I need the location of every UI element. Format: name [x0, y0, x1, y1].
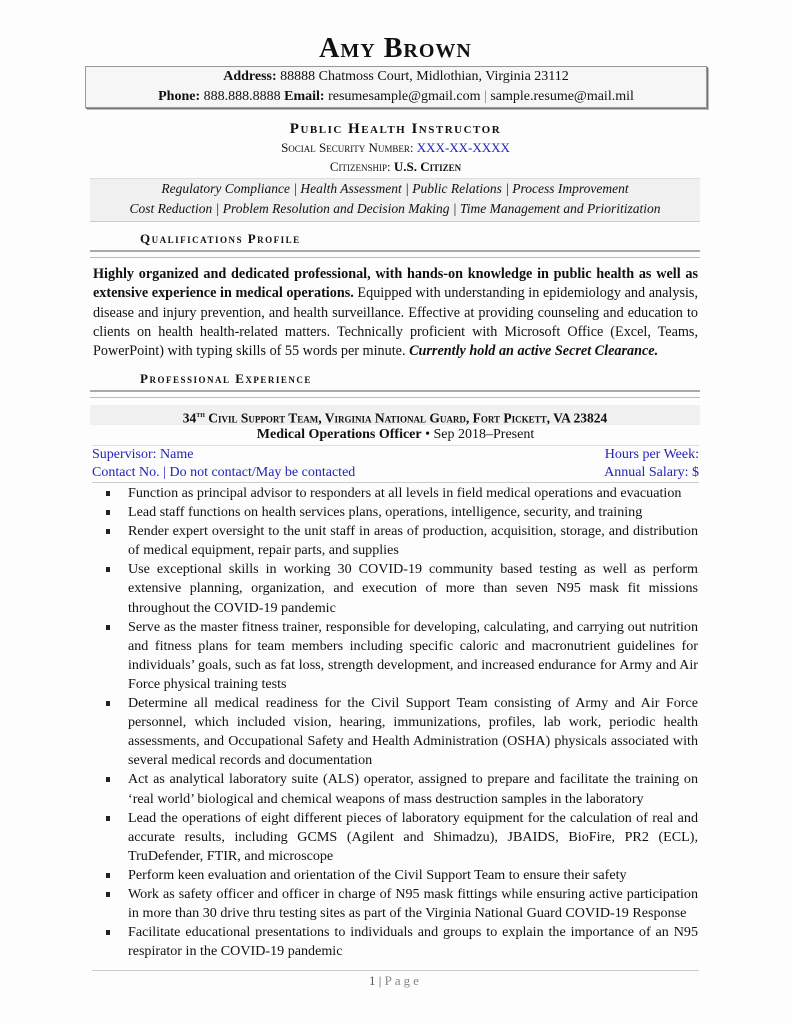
job-title: Public Health Instructor [289, 121, 502, 137]
email-label: Email: [284, 89, 325, 104]
qualifications-summary [93, 265, 698, 361]
section-heading-qualifications: Qualifications Profile [140, 231, 301, 246]
experience-bullets [104, 484, 698, 961]
citizenship-line [0, 157, 791, 176]
summary-body: Equipped with understanding in epidemiology and analysis, disease and injury prevention, and health surveillance. Effective at providing counseling and education to clients on health health-related matters. Technically proficient with Microsoft Office (Excel, Teams, PowerPoint) with typing skills of 55 words per minute. [93, 285, 698, 360]
bullet-item: Function as principal advisor to responders at all levels in field medical operations and evacuation [104, 484, 698, 503]
phone-email-line [86, 87, 706, 107]
position-line [0, 426, 791, 444]
contact-box [85, 66, 707, 108]
citizenship-label: Citizenship: [329, 159, 391, 174]
bullet-item: Perform keen evaluation and orientation of the Civil Support Team to ensure their safety [104, 866, 698, 885]
page-number: 1 [369, 973, 376, 988]
phone-label: Phone: [158, 89, 201, 104]
summary-clearance: Currently hold an active Secret Clearance. [409, 343, 659, 360]
phone-value: 888.888.8888 [203, 89, 281, 104]
ssn-line [0, 138, 791, 157]
supervisor-field: Supervisor: Name [92, 447, 194, 462]
salary-field: Annual Salary: $ [604, 465, 699, 480]
bullet-item: Render expert oversight to the unit staff in areas of production, acquisition, storage, and distribution of medical equipment, repair parts, and supplies [104, 522, 698, 560]
employer-line [90, 405, 700, 425]
bullet-item: Work as safety officer and officer in charge of N95 mask fittings while ensuring active participation in more than 30 drive thru testing sites as part of the Virginia National Guard COVID-19 Response [104, 885, 698, 923]
summary-bold-lead: Highly organized and dedicated professional, with hands-on knowledge in public health as well as extensive experience in medical operations. [93, 266, 698, 302]
bullet-item: Use exceptional skills in working 30 COVID-19 community based testing as well as perform extensive planning, organization, and execution of more than seven N95 mask fit missions throughout the COVID-19 pandemic [104, 560, 698, 617]
bullet-item: Determine all medical readiness for the Civil Support Team consisting of Army and Air Force personnel, which included vision, hearing, immunizations, profiles, lab work, periodic health assessments, and Occupational Safety and Health Administration (OSHA) physicals associated with several medical records and documentation [104, 694, 698, 770]
ssn-label: Social Security Number: [281, 140, 414, 155]
citizenship-value: U.S. Citizen [393, 159, 462, 174]
bullet-item: Facilitate educational presentations to individuals and groups to explain the importance of an N95 respirator in the COVID-19 pandemic [104, 923, 698, 961]
title-block [0, 120, 791, 176]
meta-row-2 [92, 464, 699, 482]
bullet-item: Lead the operations of eight different pieces of laboratory equipment for the calculation of real and accurate results, including GCMS (Agilent and Shimadzu), JBAIDS, BioFire, PR2 (ECL), TruDefender, FTIR, and microscope [104, 809, 698, 866]
bullet-item: Lead staff functions on health services plans, operations, intelligence, security, and training [104, 503, 698, 522]
employer-name: Civil Support Team, Virginia National Guard, Fort Pickett, VA 23824 [204, 410, 608, 426]
page-label: Page [384, 973, 422, 988]
position-dates: • Sep 2018–Present [421, 427, 535, 442]
page-separator: | [375, 973, 385, 988]
position-title: Medical Operations Officer [256, 427, 422, 442]
hours-field: Hours per Week: [604, 447, 699, 462]
email-primary[interactable]: resumesample@gmail.com [328, 89, 481, 104]
meta-row-1 [92, 446, 699, 464]
skills-banner [90, 178, 700, 222]
contact-field: Contact No. | Do not contact/May be contacted [92, 465, 356, 480]
skills-line-1: Regulatory Compliance | Health Assessment | Public Relations | Process Improvement [161, 181, 629, 196]
employer-number: 34 [182, 410, 197, 426]
employer-ordinal: th [196, 410, 205, 419]
section-divider [90, 390, 700, 398]
footer-divider [92, 970, 699, 971]
address-label: Address: [223, 69, 277, 84]
section-heading-experience: Professional Experience [140, 371, 312, 386]
ssn-value: XXX-XX-XXXX [416, 140, 510, 155]
email-secondary[interactable]: sample.resume@mail.mil [490, 89, 634, 104]
address-line [86, 67, 706, 87]
bullet-item: Serve as the master fitness trainer, responsible for developing, calculating, and carrying out nutrition and fitness plans for team members including specific caloric and macronutrient guidelines for individuals’ goals, such as fat loss, strength development, and increased endurance for Army and Air Force physical training tests [104, 618, 698, 694]
section-divider [90, 250, 700, 258]
employment-meta [92, 445, 699, 483]
email-separator: | [484, 89, 487, 104]
bullet-item: Act as analytical laboratory suite (ALS) operator, assigned to prepare and facilitate the training on ‘real world’ biological and chemical weapons of mass destruction samples in the laboratory [104, 770, 698, 808]
candidate-name: Amy Brown [319, 33, 472, 64]
skills-line-2: Cost Reduction | Problem Resolution and Decision Making | Time Management and Prioritization [129, 201, 661, 216]
address-value: 88888 Chatmoss Court, Midlothian, Virginia 23112 [280, 69, 569, 84]
page-footer [0, 973, 791, 989]
